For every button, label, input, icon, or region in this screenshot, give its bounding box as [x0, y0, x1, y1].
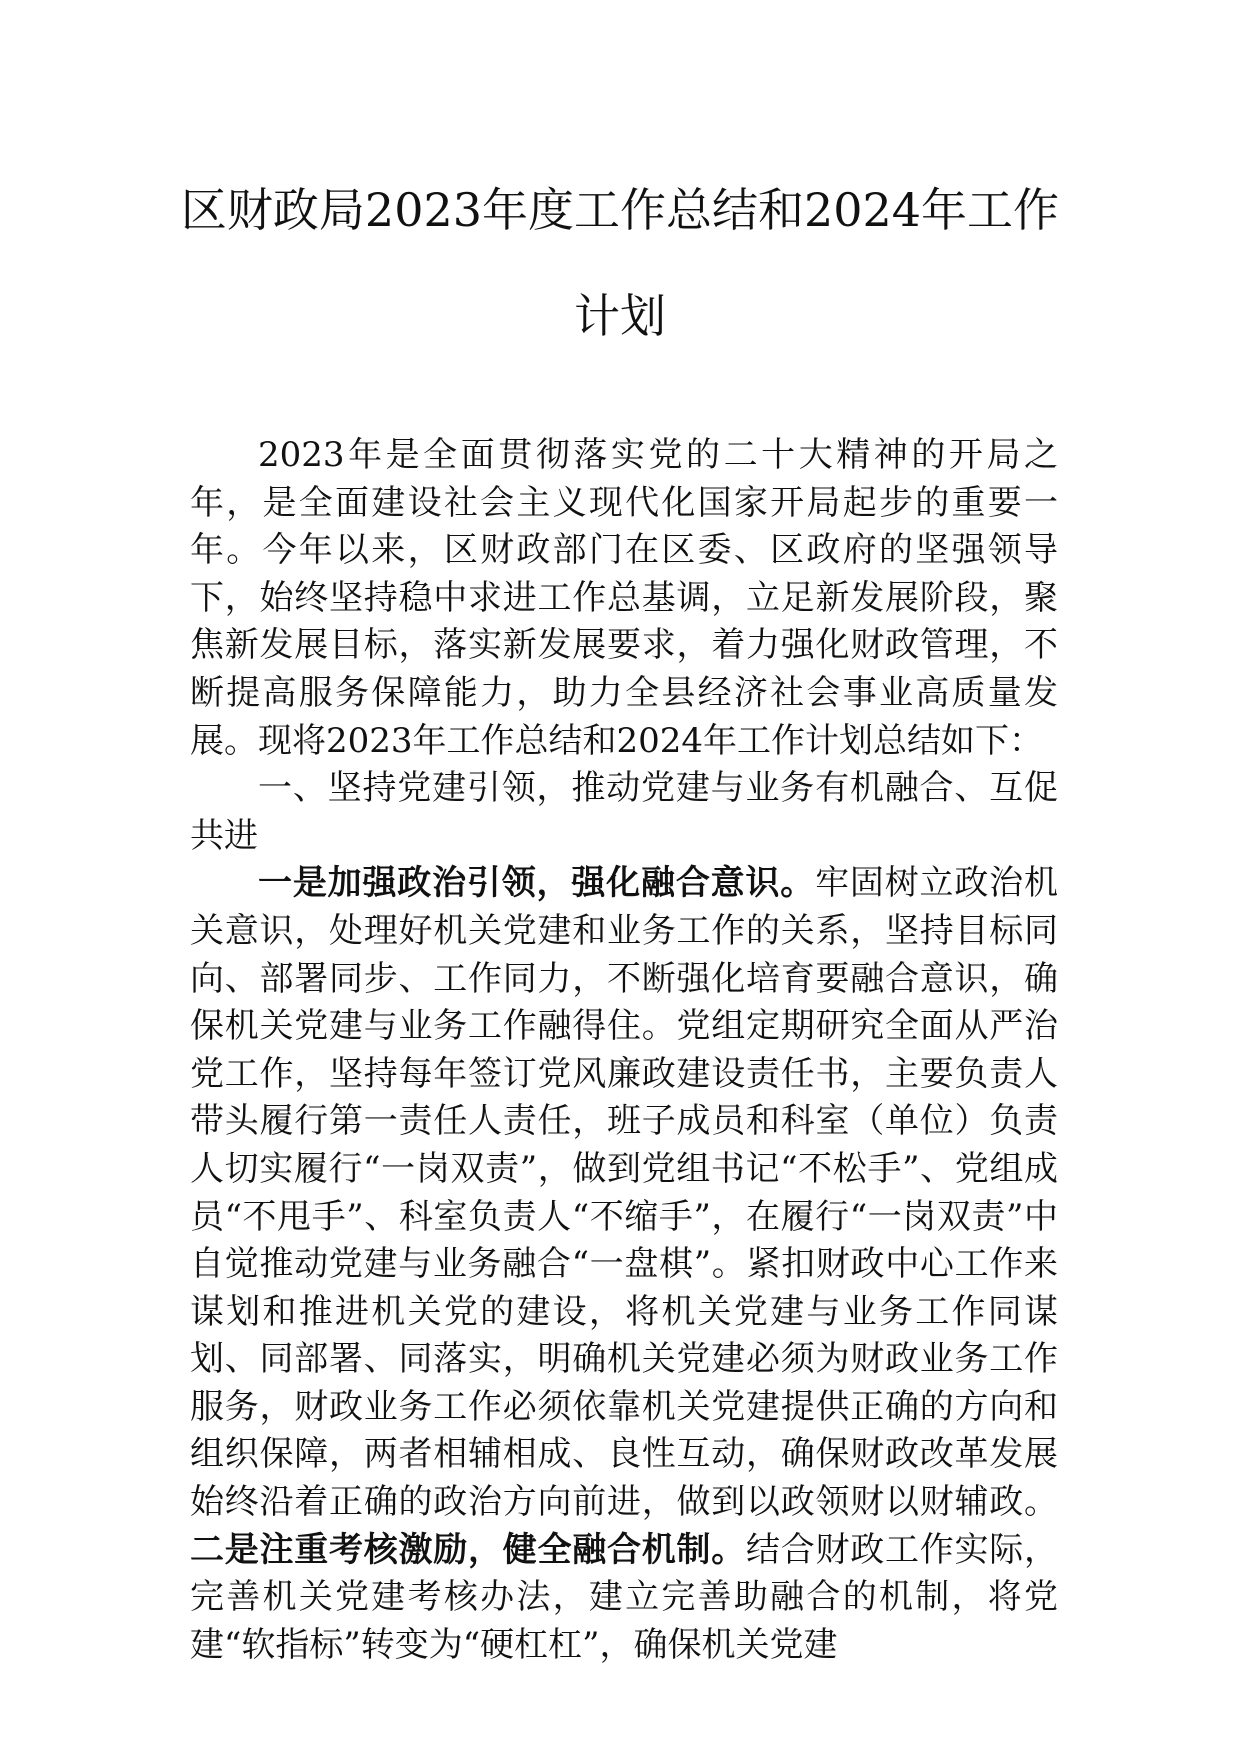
point-1-lead: 一是加强政治引领，强化融合意识。 — [258, 863, 816, 904]
point-1-text: 牢固树立政治机关意识，处理好机关党建和业务工作的关系，坚持目标同向、部署同步、工作同力，不断强化培育要融合意识，确保机关党建与业务工作融得住。党组定期研究全面从严治党工作，坚持每年签订党风廉政建设责任书，主要负责人带头履行第一责任人责任，班子成员和科室（单位）负责人切实履行“一岗双责”，做到党组书记“不松手”、党组成员“不甩手”、科室负责人“不缩手”，在履行“一岗双责”中自觉推动党建与业务融合“一盘棋”。紧扣财政中心工作来谋划和推进机关党的建设，将机关党建与业务工作同谋划、同部署、同落实，明确机关党建必须为财政业务工作服务，财政业务工作必须依靠机关党建提供正确的方向和组织保障，两者相辅相成、良性互动，确保财政改革发展始终沿着正确的政治方向前进，做到以政领财以财辅政。 — [190, 863, 1059, 1523]
title-line-2: 计划 — [574, 289, 666, 343]
document-body — [190, 432, 1058, 1669]
title-line-1: 区财政局2023年度工作总结和2024年工作 — [180, 183, 1060, 237]
point-2-text: 结合财政工作实际，完善机关党建考核办法，建立完善助融合的机制，将党建“软指标”转变为“硬杠杠”，确保机关党建 — [190, 1529, 1058, 1665]
section-1-paragraph — [190, 860, 1058, 1669]
intro-paragraph: 2023年是全面贯彻落实党的二十大精神的开局之年，是全面建设社会主义现代化国家开局起步的重要一年。今年以来，区财政部门在区委、区政府的坚强领导下，始终坚持稳中求进工作总基调，立足新发展阶段，聚焦新发展目标，落实新发展要求，着力强化财政管理，不断提高服务保障能力，助力全县经济社会事业高质量发展。现将2023年工作总结和2024年工作计划总结如下： — [190, 435, 1058, 761]
document-title — [150, 180, 1090, 346]
section-1-heading: 一、坚持党建引领，推动党建与业务有机融合、互促共进 — [190, 768, 1058, 856]
point-2-lead: 二是注重考核激励，健全融合机制。 — [190, 1529, 746, 1570]
